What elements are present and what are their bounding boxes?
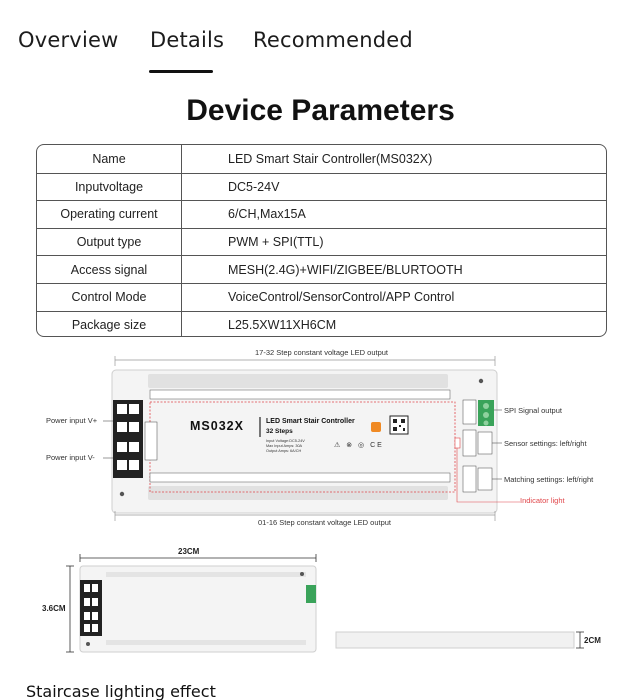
height-dimension: 3.6CM xyxy=(42,604,66,613)
param-value: LED Smart Stair Controller(MS032X) xyxy=(228,151,433,166)
tab-overview[interactable]: Overview xyxy=(18,28,119,52)
tab-details[interactable]: Details xyxy=(150,28,225,52)
spec-output: Output Amps: 6A/CH xyxy=(266,449,302,453)
spi-output-label: SPI Signal output xyxy=(504,406,562,415)
sensor-settings-label: Sensor settings: left/right xyxy=(504,439,587,448)
power-minus-label: Power input V- xyxy=(46,453,95,462)
power-plus-label: Power input V+ xyxy=(46,416,98,425)
controller-drawing xyxy=(0,342,641,677)
spec-amps: Max Input Amps: 30A xyxy=(266,444,303,448)
param-name: Operating current xyxy=(37,201,182,228)
param-value: L25.5XW11XH6CM xyxy=(228,317,337,332)
param-value: VoiceControl/SensorControl/APP Control xyxy=(228,290,455,305)
table-row xyxy=(37,283,607,311)
param-name: Inputvoltage xyxy=(37,174,182,201)
param-value: DC5-24V xyxy=(228,179,280,194)
cert-icons: ⚠ ⊗ ◎ CE xyxy=(334,442,384,449)
indicator-light-label: Indicator light xyxy=(520,496,565,505)
parameters-table xyxy=(36,144,607,337)
width-dimension: 23CM xyxy=(178,547,200,556)
top-output-label: 17-32 Step constant voltage LED output xyxy=(255,348,389,357)
matching-settings-label: Matching settings: left/right xyxy=(504,475,594,484)
param-name: Name xyxy=(37,145,182,173)
section-title: Staircase lighting effect xyxy=(26,682,216,700)
product-name-label: LED Smart Stair Controller xyxy=(266,418,355,425)
param-value: PWM + SPI(TTL) xyxy=(228,235,324,250)
table-row xyxy=(37,311,607,337)
tab-bar xyxy=(0,0,641,80)
bottom-output-label: 01-16 Step constant voltage LED output xyxy=(258,518,392,527)
depth-dimension: 2CM xyxy=(584,636,601,645)
table-row xyxy=(37,228,607,256)
table-row xyxy=(37,200,607,228)
param-name: Control Mode xyxy=(37,284,182,311)
param-name: Package size xyxy=(37,312,182,337)
controller-diagram xyxy=(0,342,641,677)
param-name: Output type xyxy=(37,229,182,256)
page-title: Device Parameters xyxy=(186,94,455,127)
steps-label: 32 Steps xyxy=(266,428,293,435)
tab-recommended[interactable]: Recommended xyxy=(253,28,413,52)
param-value: MESH(2.4G)+WIFI/ZIGBEE/BLURTOOTH xyxy=(228,262,463,277)
param-value: 6/CH,Max15A xyxy=(228,207,306,222)
table-row xyxy=(37,145,607,173)
model-label: MS032X xyxy=(190,419,244,433)
spec-voltage: Input Voltage:DC5-24V xyxy=(266,439,305,443)
param-name: Access signal xyxy=(37,256,182,283)
table-row xyxy=(37,255,607,283)
table-row xyxy=(37,173,607,201)
active-tab-indicator xyxy=(149,70,213,73)
